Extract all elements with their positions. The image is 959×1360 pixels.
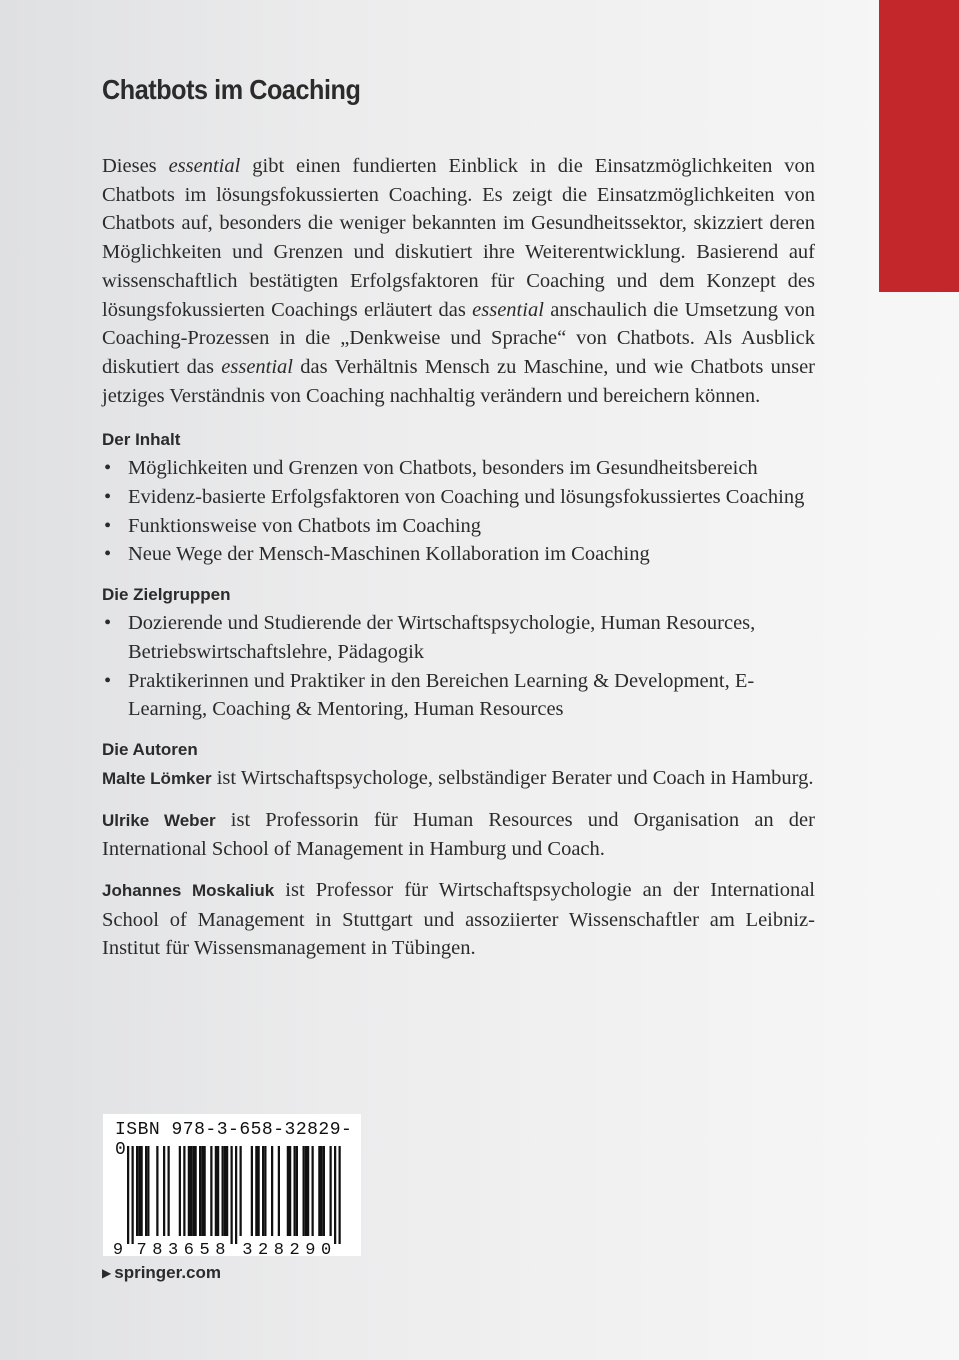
barcode-digit: 8: [273, 1241, 284, 1256]
list-item-text: Möglichkeiten und Grenzen von Chatbots, besonders im Gesundheitsbereich: [128, 457, 758, 480]
bullet-icon: •: [104, 612, 112, 635]
author-bio: [102, 876, 815, 963]
barcode-bar: [235, 1146, 237, 1244]
intro-text-4: das Verhältnis Mensch zu Maschine, und wie Chatbots unser jetziges Verständnis von Coaching nachhaltig verändern und bereichern können.: [102, 355, 816, 407]
zielgruppen-list: [102, 609, 815, 724]
list-item: [102, 540, 815, 569]
list-item-text: Funktionsweise von Chatbots im Coaching: [128, 514, 482, 537]
section-heading-zielgruppen: Die Zielgruppen: [102, 585, 231, 605]
barcode-digit: 2: [289, 1241, 300, 1256]
barcode-bar: [231, 1146, 233, 1244]
author-description: ist Professor für Wirtschaftspsychologie an der International School of Management in Stuttgart und assoziierter Wissenschaftler am Leibniz-Institut für Wissensmanagement in Tübingen.: [102, 879, 815, 960]
author-bio: [102, 806, 815, 864]
author-bio: [102, 764, 815, 794]
barcode-digit: 3: [168, 1241, 179, 1256]
barcode-digit: 9: [305, 1241, 316, 1256]
barcode-bar: [127, 1146, 129, 1244]
barcode-digit: 0: [321, 1241, 332, 1256]
publisher-url: springer.com: [114, 1263, 221, 1282]
book-title: Chatbots im Coaching: [102, 74, 361, 105]
isbn-barcode: [103, 1114, 361, 1256]
barcode-digit: 8: [152, 1241, 163, 1256]
list-item-text: Neue Wege der Mensch-Maschinen Kollaboration im Coaching: [128, 543, 650, 566]
barcode-digit: 3: [242, 1241, 253, 1256]
list-item: [102, 512, 815, 541]
triangle-right-icon: ▶: [102, 1266, 112, 1280]
intro-emphasis-3: essential: [221, 355, 294, 378]
intro-emphasis-1: essential: [168, 155, 241, 177]
section-heading-autoren: Die Autoren: [102, 739, 198, 759]
section-heading-inhalt: Der Inhalt: [102, 430, 181, 450]
barcode-digit: 9: [112, 1241, 124, 1256]
barcode-digit: 8: [215, 1241, 226, 1256]
list-item-text: Evidenz-basierte Erfolgsfaktoren von Coaching und lösungsfokussiertes Coaching: [128, 486, 805, 509]
back-cover-text: [102, 70, 815, 963]
isbn-label: ISBN 978-3-658-32829-0: [115, 1120, 353, 1160]
bullet-icon: •: [104, 514, 112, 537]
intro-emphasis-2: essential: [472, 298, 544, 321]
barcode-bar: [334, 1146, 336, 1244]
bullet-icon: •: [104, 486, 112, 509]
publisher-link[interactable]: [102, 1262, 221, 1284]
barcode-digit: 7: [136, 1241, 147, 1256]
intro-text-3: anschaulich die Umsetzung von Coaching-Prozessen in die „Denkweise und Sprache“ von Chatbots. Als Ausblick diskutiert das: [102, 298, 815, 378]
barcode-digit: 5: [199, 1241, 210, 1256]
list-item: [102, 667, 815, 724]
inhalt-list: [102, 454, 815, 569]
list-item-text: Dozierende und Studierende der Wirtschaftspsychologie, Human Resources, Betriebswirtschaftslehre, Pädagogik: [128, 612, 756, 663]
list-item-text: Praktikerinnen und Praktiker in den Bereichen Learning & Development, E-Learning, Coaching & Mentoring, Human Resources: [128, 669, 755, 721]
barcode-digit: 6: [183, 1241, 194, 1256]
list-item: [102, 483, 815, 512]
author-description: ist Wirtschaftspsychologe, selbständiger Berater und Coach in Hamburg.: [211, 766, 814, 789]
bullet-icon: •: [104, 669, 112, 692]
intro-text-2: gibt einen fundierten Einblick in die Einsatzmöglichkeiten von Chatbots im lösungsfokussierten Coaching. Es zeigt die Einsatzmöglichkeiten von Chatbots auf, besonders die weniger bekannten im Gesundheitssektor, skizziert deren Möglichkeiten und Grenzen und diskutiert ihre Weiterentwicklung. Basierend auf wissenschaftlich bestätigten Erfolgsfaktoren für Coaching und dem Konzept des lösungsfokussierten Coachings erläutert das: [102, 155, 815, 321]
list-item: [102, 454, 815, 483]
barcode-bar: [132, 1146, 134, 1244]
red-accent-band: [879, 0, 959, 292]
barcode-bar: [339, 1146, 341, 1244]
intro-text-1: Dieses: [102, 155, 169, 177]
author-name: Ulrike Weber: [102, 810, 216, 830]
author-name: Malte Lömker: [102, 768, 212, 788]
author-name: Johannes Moskaliuk: [102, 881, 275, 901]
list-item: [102, 609, 815, 666]
author-description: ist Professorin für Human Resources und Organisation an der International School of Management in Hamburg und Coach.: [102, 808, 815, 861]
barcode-digit: 2: [258, 1241, 269, 1256]
bullet-icon: •: [104, 457, 112, 480]
bullet-icon: •: [104, 543, 112, 566]
intro-paragraph: [102, 152, 815, 410]
